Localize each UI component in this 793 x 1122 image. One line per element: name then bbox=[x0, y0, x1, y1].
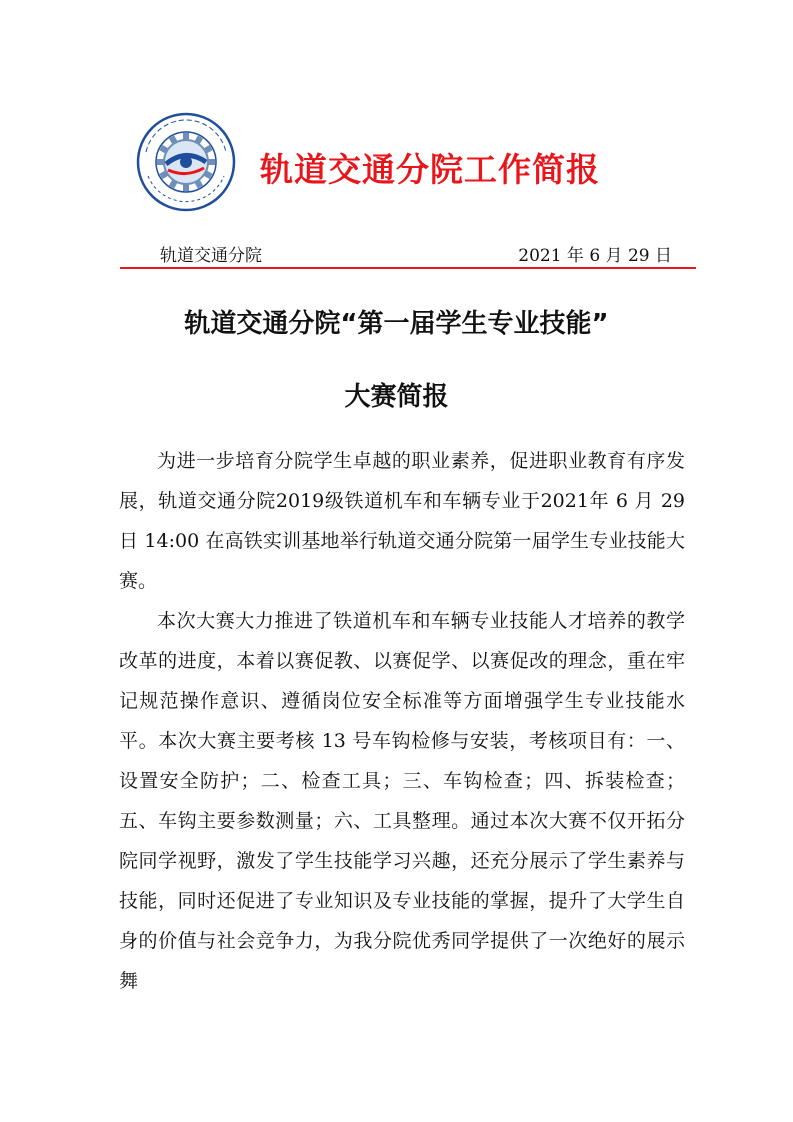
paragraph: 本次大赛大力推进了铁道机车和车辆专业技能人才培养的教学改革的进度，本着以赛促教、以赛促学、以赛促改的理念，重在牢记规范操作意识、遵循岗位安全标准等方面增强学生专业技能水平。本次大赛主要考核 13 号车钩检修与安装，考核项目有：一、设置安全防护；二、检查工具；三、车钩检查；四、拆装检查；五、车钩主要参数测量；六、工具整理。通过本次大赛不仅开拓分院同学视野，激发了学生技能学习兴趣，还充分展示了学生素养与技能，同时还促进了专业知识及专业技能的掌握，提升了大学生自身的价值与社会竞争力，为我分院优秀同学提供了一次绝好的展示舞 bbox=[119, 610, 685, 992]
paragraph: 为进一步培育分院学生卓越的职业素养，促进职业教育有序发展，轨道交通分院2019级铁道机车和车辆专业于2021年 6 月 29 日 14:00 在高铁实训基地举行轨道交通分院第一届学生专业技能大赛。 bbox=[119, 450, 685, 592]
article-body bbox=[119, 441, 685, 1001]
issue-date: 2021 年 6 月 29 日 bbox=[518, 246, 672, 266]
article-title-line-1: 轨道交通分院“第一届学生专业技能” bbox=[184, 309, 609, 339]
article-title-line-2: 大赛简报 bbox=[344, 382, 449, 412]
college-logo-icon bbox=[136, 112, 236, 212]
red-divider bbox=[120, 267, 696, 269]
department-label: 轨道交通分院 bbox=[160, 246, 262, 266]
report-header bbox=[136, 112, 696, 212]
issue-meta bbox=[160, 244, 672, 268]
brand-title: 轨道交通分院工作简报 bbox=[260, 150, 600, 189]
